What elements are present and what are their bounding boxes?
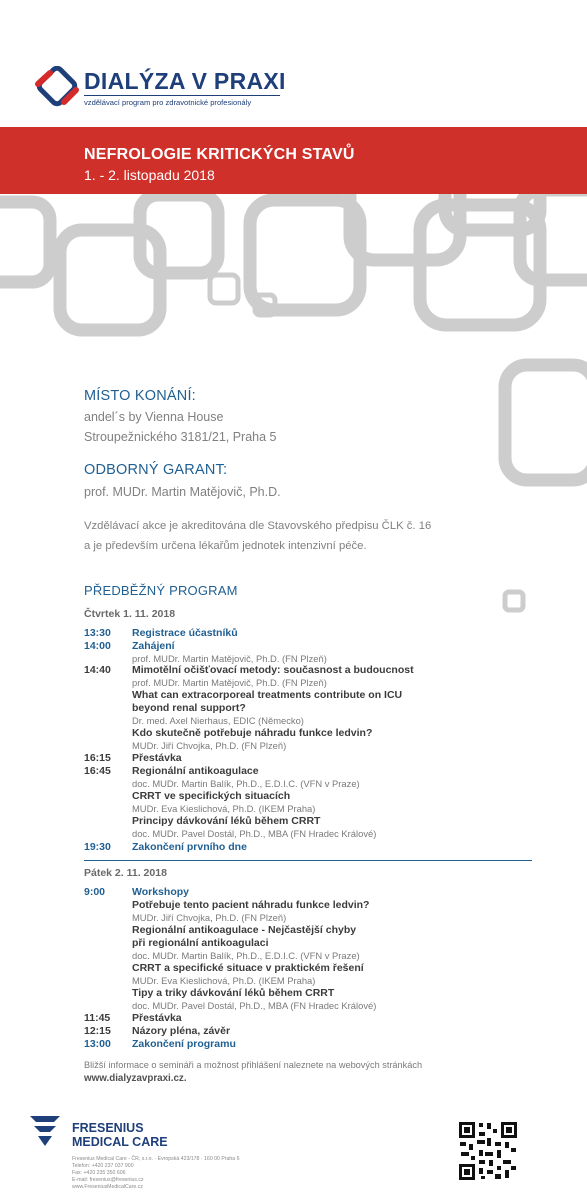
- logo-subtitle: vzdělávací program pro zdravotnické profesionály: [84, 98, 252, 107]
- row-time: 16:45: [84, 765, 111, 777]
- program-row: [84, 765, 544, 777]
- program-row: [84, 752, 544, 764]
- dialyza-logo-icon: [30, 66, 82, 112]
- company-name: [72, 1121, 168, 1149]
- row-text: Principy dávkování léků během CRRT: [132, 815, 321, 827]
- program-row: [84, 828, 544, 840]
- row-speaker: MUDr. Jiří Chvojka, Ph.D. (FN Plzeň): [132, 912, 287, 923]
- row-text: Workshopy: [132, 886, 189, 898]
- company-name-line-1: FRESENIUS: [72, 1121, 144, 1135]
- program-row: [84, 790, 544, 802]
- row-speaker: Dr. med. Axel Nierhaus, EDIC (Německo): [132, 715, 304, 726]
- row-time: 14:00: [84, 640, 111, 652]
- program-row: [84, 689, 544, 701]
- company-name-line-2: MEDICAL CARE: [72, 1135, 168, 1149]
- company-phone: Telefon: +420 237 037 900: [72, 1163, 134, 1169]
- company-web[interactable]: www.FreseniusMedicalCare.cz: [72, 1184, 143, 1190]
- row-text: Tipy a triky dávkování léků během CRRT: [132, 987, 335, 999]
- row-time: 19:30: [84, 841, 111, 853]
- day-divider: [84, 860, 532, 861]
- company-fax: Fax: +420 235 350 606: [72, 1170, 126, 1176]
- website-link[interactable]: www.dialyzavpraxi.cz.: [84, 1073, 187, 1084]
- row-text: při regionální antikoagulaci: [132, 937, 269, 949]
- venue-heading: MÍSTO KONÁNÍ:: [84, 388, 196, 404]
- program-row: [84, 803, 544, 815]
- program-title: PŘEDBĚŽNÝ PROGRAM: [84, 583, 238, 598]
- accreditation-line-2: a je především určena lékařům jednotek intenzivní péče.: [84, 540, 367, 552]
- day1-label: Čtvrtek 1. 11. 2018: [84, 608, 176, 620]
- program-row: [84, 1025, 544, 1037]
- fresenius-logo-icon: [28, 1112, 62, 1148]
- row-text: Názory pléna, závěr: [132, 1025, 231, 1037]
- logo-title: DIALÝZA V PRAXI: [84, 68, 286, 94]
- program-row: [84, 841, 544, 853]
- program-row: [84, 912, 544, 924]
- row-speaker: doc. MUDr. Martin Balík, Ph.D., E.D.I.C. (VFN v Praze): [132, 950, 360, 961]
- guarantor-heading: ODBORNÝ GARANT:: [84, 462, 228, 478]
- row-text: Zakončení prvního dne: [132, 841, 247, 853]
- event-title: NEFROLOGIE KRITICKÝCH STAVŮ: [84, 146, 355, 163]
- row-speaker: MUDr. Eva Kieslichová, Ph.D. (IKEM Praha): [132, 975, 316, 986]
- row-text: Zahájení: [132, 640, 175, 652]
- row-text: What can extracorporeal treatments contribute on ICU: [132, 689, 403, 701]
- row-time: 14:40: [84, 664, 111, 676]
- row-time: 11:45: [84, 1012, 111, 1024]
- logo-divider: [84, 95, 280, 96]
- event-date: 1. - 2. listopadu 2018: [84, 167, 215, 183]
- guarantor-name: prof. MUDr. Martin Matějovič, Ph.D.: [84, 485, 281, 499]
- program-row: [84, 664, 544, 676]
- row-speaker: prof. MUDr. Martin Matějovič, Ph.D. (FN Plzeň): [132, 653, 327, 664]
- row-text: beyond renal support?: [132, 702, 246, 714]
- row-text: Potřebuje tento pacient náhradu funkce ledvin?: [132, 899, 370, 911]
- company-email[interactable]: E-mail: fresenius@fresenius.cz: [72, 1177, 144, 1183]
- program-row: [84, 899, 544, 911]
- row-speaker: doc. MUDr. Pavel Dostál, Ph.D., MBA (FN Hradec Králové): [132, 828, 377, 839]
- row-speaker: doc. MUDr. Martin Balík, Ph.D., E.D.I.C. (VFN v Praze): [132, 778, 360, 789]
- row-speaker: doc. MUDr. Pavel Dostál, Ph.D., MBA (FN Hradec Králové): [132, 1000, 377, 1011]
- program-row: [84, 886, 544, 898]
- program-row: [84, 815, 544, 827]
- row-text: Zakončení programu: [132, 1038, 236, 1050]
- program-row: [84, 924, 544, 936]
- program-row: [84, 1038, 544, 1050]
- row-time: 13:30: [84, 627, 111, 639]
- row-time: 12:15: [84, 1025, 111, 1037]
- row-speaker: MUDr. Eva Kieslichová, Ph.D. (IKEM Praha): [132, 803, 316, 814]
- company-address: Fresenius Medical Care - ČR, s.r.o. · Evropská 423/178 · 160 00 Praha 6: [72, 1156, 240, 1162]
- program-row: [84, 640, 544, 652]
- row-text: Kdo skutečně potřebuje náhradu funkce ledvin?: [132, 727, 373, 739]
- program-row: [84, 1012, 544, 1024]
- program-row: [84, 987, 544, 999]
- program-row: [84, 950, 544, 962]
- row-text: Regionální antikoagulace - Nejčastější chyby: [132, 924, 357, 936]
- day2-label: Pátek 2. 11. 2018: [84, 867, 167, 879]
- program-row: [84, 715, 544, 727]
- row-text: Regionální antikoagulace: [132, 765, 259, 777]
- program-row: [84, 778, 544, 790]
- program-row: [84, 740, 544, 752]
- row-time: 9:00: [84, 886, 106, 898]
- program-row: [84, 702, 544, 714]
- row-text: CRRT a specifické situace v praktickém řešení: [132, 962, 364, 974]
- row-text: CRRT ve specifických situacích: [132, 790, 291, 802]
- program-row: [84, 677, 544, 689]
- row-text: Přestávka: [132, 752, 182, 764]
- row-text: Přestávka: [132, 1012, 182, 1024]
- info-text: Bližší informace o semináři a možnost přihlášení naleznete na webových stránkách: [84, 1060, 423, 1070]
- program-row: [84, 1000, 544, 1012]
- venue-address: Stroupežnického 3181/21, Praha 5: [84, 430, 277, 444]
- program-row: [84, 962, 544, 974]
- accreditation-line-1: Vzdělávací akce je akreditována dle Stavovského předpisu ČLK č. 16: [84, 520, 432, 532]
- program-row: [84, 975, 544, 987]
- program-row: [84, 627, 544, 639]
- program-row: [84, 727, 544, 739]
- row-speaker: MUDr. Jiří Chvojka, Ph.D. (FN Plzeň): [132, 740, 287, 751]
- row-speaker: prof. MUDr. Martin Matějovič, Ph.D. (FN Plzeň): [132, 677, 327, 688]
- row-text: Mimotělní očišťovací metody: současnost a budoucnost: [132, 664, 414, 676]
- row-text: Registrace účastníků: [132, 627, 238, 639]
- row-time: 16:15: [84, 752, 111, 764]
- accreditation-note: [84, 516, 524, 556]
- qr-code-icon: [457, 1120, 519, 1182]
- row-time: 13:00: [84, 1038, 111, 1050]
- program-row: [84, 937, 544, 949]
- venue-name: andel´s by Vienna House: [84, 410, 224, 424]
